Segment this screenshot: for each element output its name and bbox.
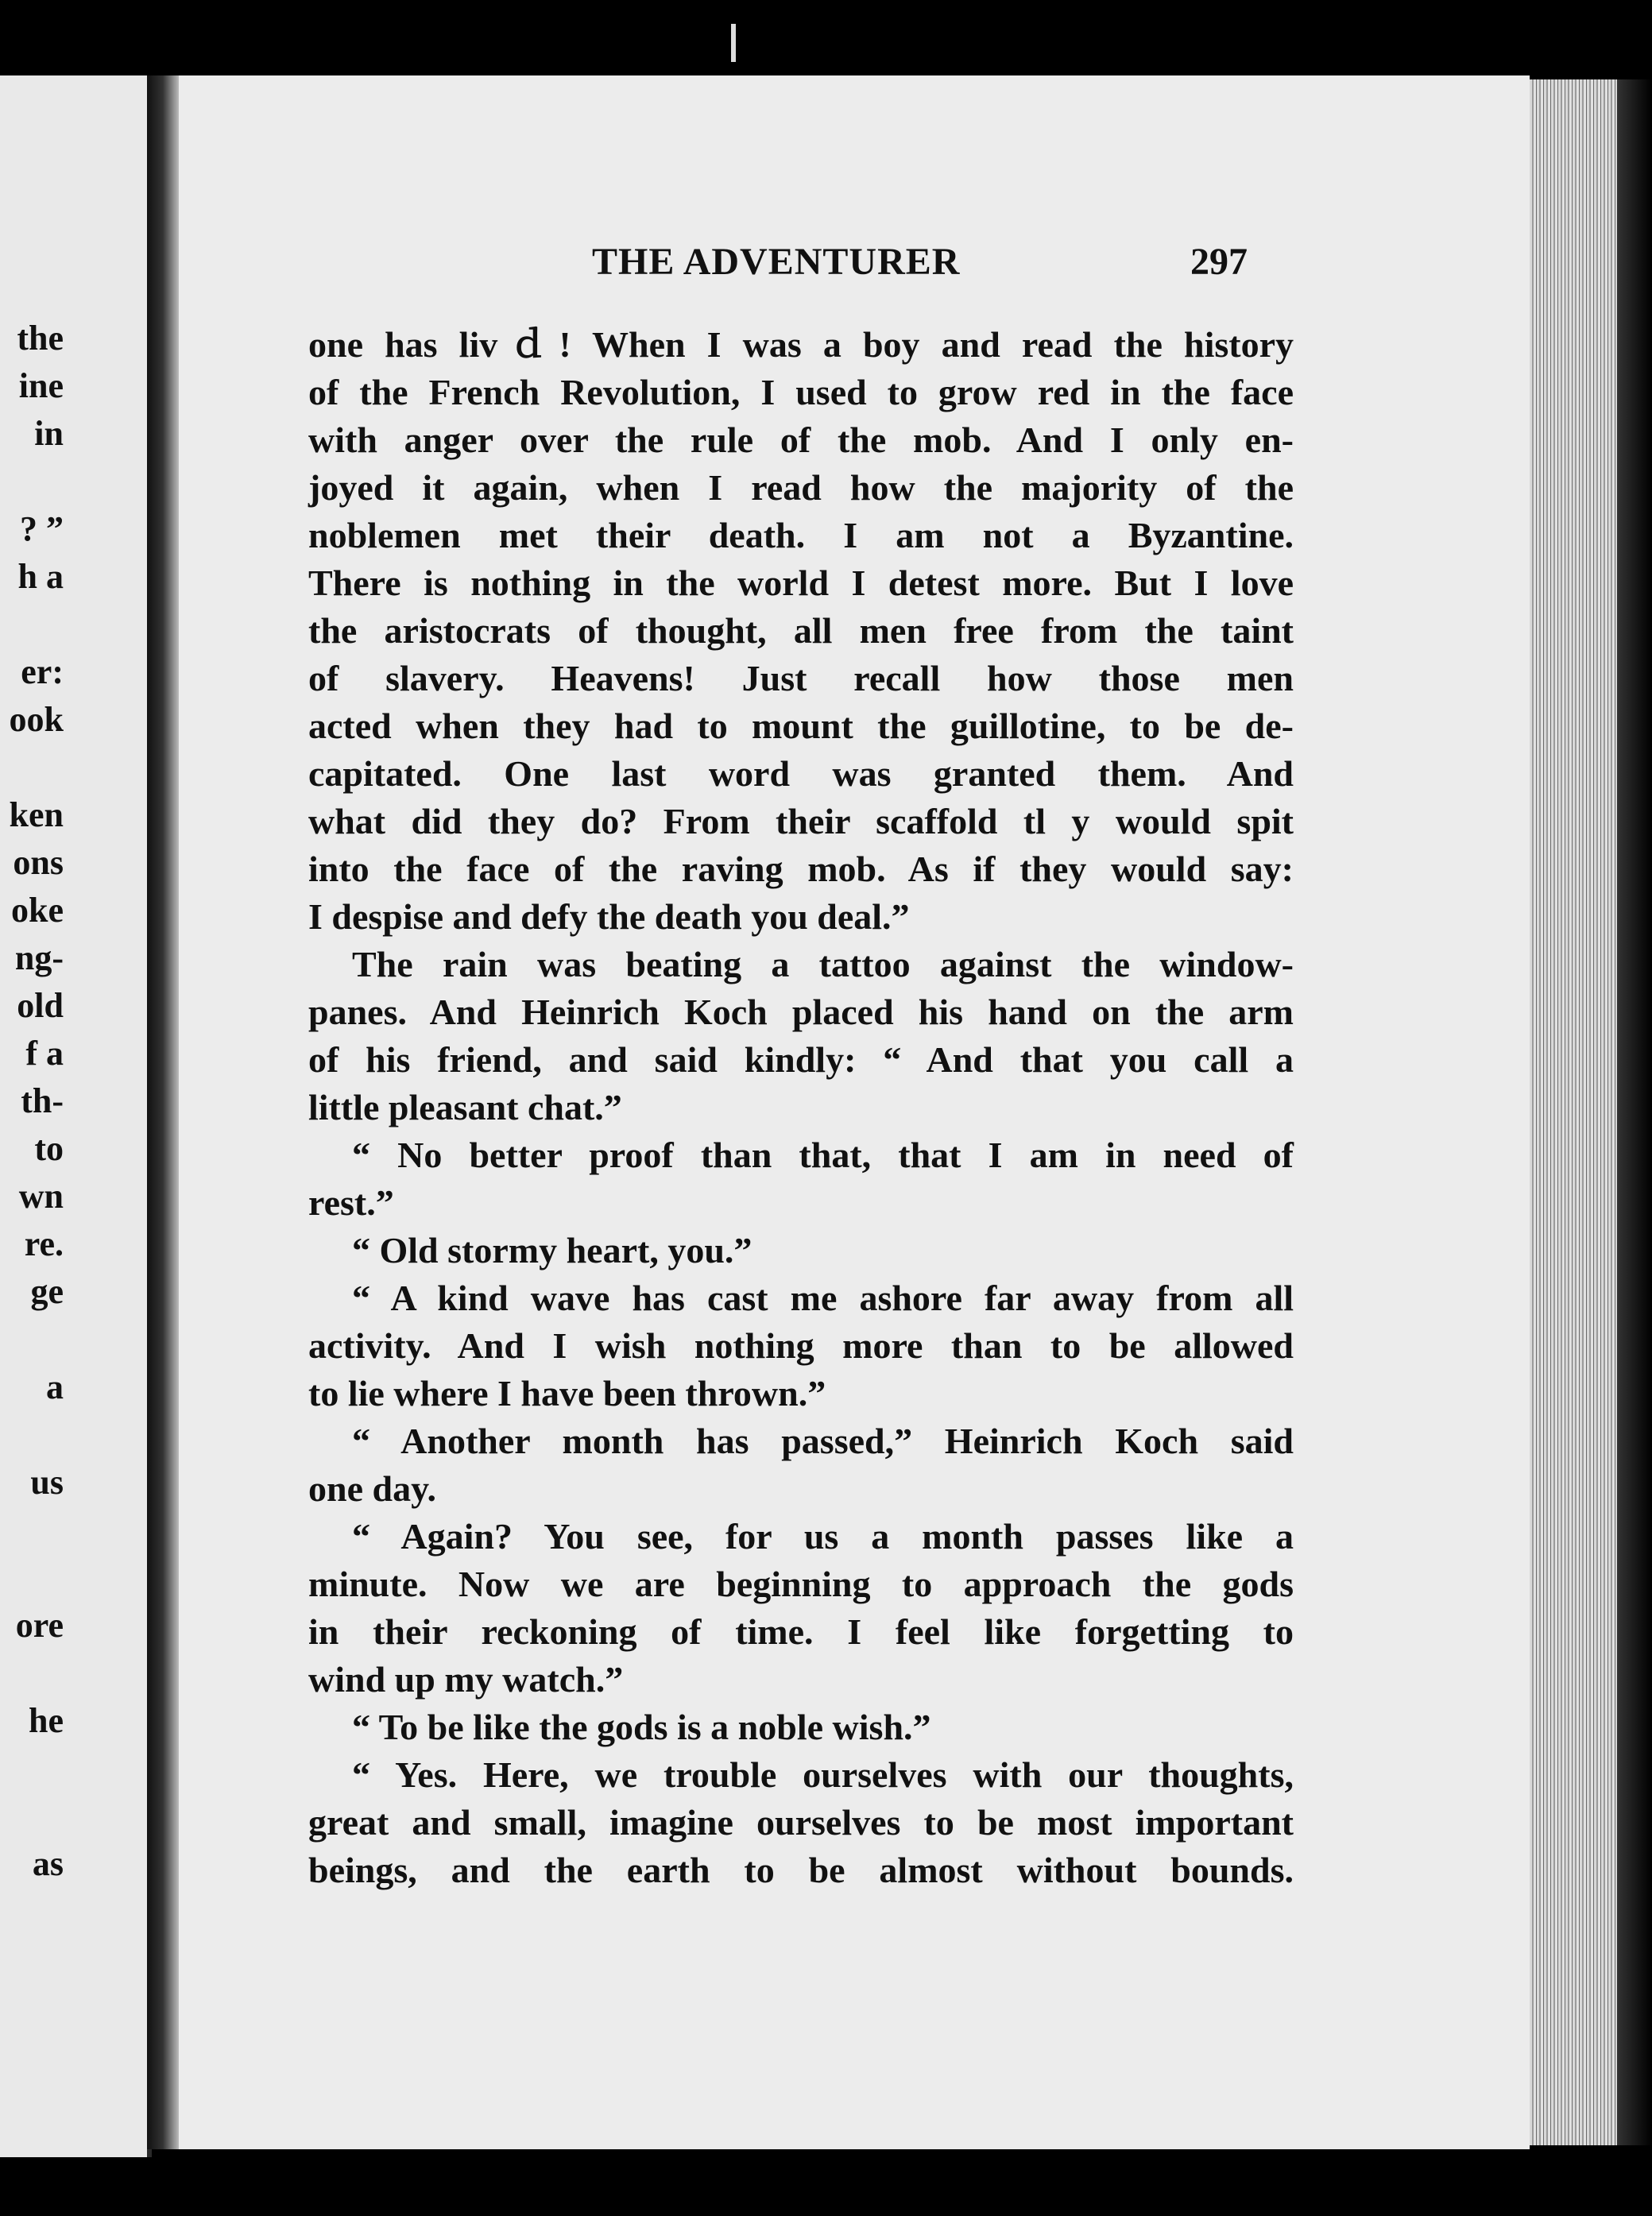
text-line: “ No better proof than that, that I am in need of xyxy=(352,1135,1294,1175)
previous-page-fragment: er: xyxy=(21,652,64,691)
text-line: beings, and the earth to be almost without bounds. xyxy=(308,1850,1294,1890)
previous-page-fragment: to xyxy=(34,1129,64,1168)
text-line: to lie where I have been thrown.” xyxy=(308,1373,826,1414)
previous-page-fragment: ons xyxy=(13,843,64,882)
text-line: noblemen met their death. I am not a Byzantine. xyxy=(308,515,1294,555)
text-line: panes. And Heinrich Koch placed his hand on the arm xyxy=(308,992,1294,1032)
previous-page-fragment: as xyxy=(32,1844,64,1883)
text-line: There is nothing in the world I detest more. But I love xyxy=(308,563,1294,603)
previous-page-fragment: in xyxy=(34,414,64,453)
text-line: rest.” xyxy=(308,1182,394,1223)
text-line: minute. Now we are beginning to approach the gods xyxy=(308,1564,1294,1604)
previous-page-fragment: ge xyxy=(30,1272,64,1311)
previous-page-fragment: ine xyxy=(18,366,64,405)
text-line: of his friend, and said kindly: “ And that you call a xyxy=(308,1039,1294,1080)
text-line: with anger over the rule of the mob. And I only en- xyxy=(308,420,1294,460)
text-line: “ Another month has passed,” Heinrich Koch said xyxy=(352,1421,1294,1461)
previous-page-fragment: th- xyxy=(21,1081,64,1120)
text-line: of slavery. Heavens! Just recall how those men xyxy=(308,658,1294,698)
text-line: “ To be like the gods is a noble wish.” xyxy=(352,1707,931,1747)
text-line: capitated. One last word was granted them. And xyxy=(308,753,1294,794)
text-line: acted when they had to mount the guillotine, to be de- xyxy=(308,706,1294,746)
text-line: activity. And I wish nothing more than to be allowed xyxy=(308,1325,1294,1366)
previous-page-fragment: old xyxy=(17,986,64,1025)
text-line: into the face of the raving mob. As if they would say: xyxy=(308,849,1294,889)
text-line: “ A kind wave has cast me ashore far away from all xyxy=(352,1278,1294,1318)
previous-page-fragment: us xyxy=(30,1463,64,1502)
previous-page-fragment: ore xyxy=(15,1606,64,1645)
previous-page-fragment: ook xyxy=(9,700,64,739)
previous-page-fragment: ken xyxy=(9,795,64,834)
previous-page-fragment: wn xyxy=(18,1177,64,1216)
text-line: what did they do? From their scaffold tl y would spit xyxy=(308,801,1294,841)
page-edges xyxy=(1530,79,1617,2145)
text-line: joyed it again, when I read how the majority of the xyxy=(308,467,1294,508)
text-line: “ Again? You see, for us a month passes like a xyxy=(352,1516,1294,1557)
text-line: of the French Revolution, I used to grow red in the face xyxy=(308,372,1294,412)
text-line: wind up my watch.” xyxy=(308,1659,624,1700)
previous-page-fragment: he xyxy=(29,1701,64,1740)
text-line: one has livｄ! When I was a boy and read the history xyxy=(308,324,1294,365)
text-line: great and small, imagine ourselves to be most important xyxy=(308,1802,1294,1843)
text-line: the aristocrats of thought, all men free from the taint xyxy=(308,610,1294,651)
book-edge-shadow xyxy=(1617,79,1652,2145)
previous-page-fragment: ? ” xyxy=(20,509,64,548)
previous-page-fragment: re. xyxy=(24,1224,64,1263)
previous-page-edge xyxy=(0,75,152,2157)
scan-mark xyxy=(731,24,736,62)
previous-page-fragment: ng- xyxy=(14,938,64,977)
text-line: little pleasant chat.” xyxy=(308,1087,622,1127)
page-number: 297 xyxy=(1190,241,1248,283)
previous-page-fragment: oke xyxy=(11,891,64,930)
body-text xyxy=(308,321,1294,1894)
text-line: one day. xyxy=(308,1468,437,1509)
book-gutter xyxy=(147,75,179,2149)
previous-page-fragment: h a xyxy=(17,557,64,596)
text-line: I despise and defy the death you deal.” xyxy=(308,896,910,937)
text-line: “ Yes. Here, we trouble ourselves with our thoughts, xyxy=(352,1754,1294,1795)
text-line: “ Old stormy heart, you.” xyxy=(352,1230,752,1270)
previous-page-fragment: the xyxy=(17,319,64,358)
previous-page-fragment: f a xyxy=(25,1034,64,1073)
running-head: THE ADVENTURER xyxy=(592,241,961,283)
text-line: in their reckoning of time. I feel like forgetting to xyxy=(308,1611,1294,1652)
text-line: The rain was beating a tattoo against the window- xyxy=(352,944,1294,984)
previous-page-fragment: a xyxy=(46,1367,64,1406)
